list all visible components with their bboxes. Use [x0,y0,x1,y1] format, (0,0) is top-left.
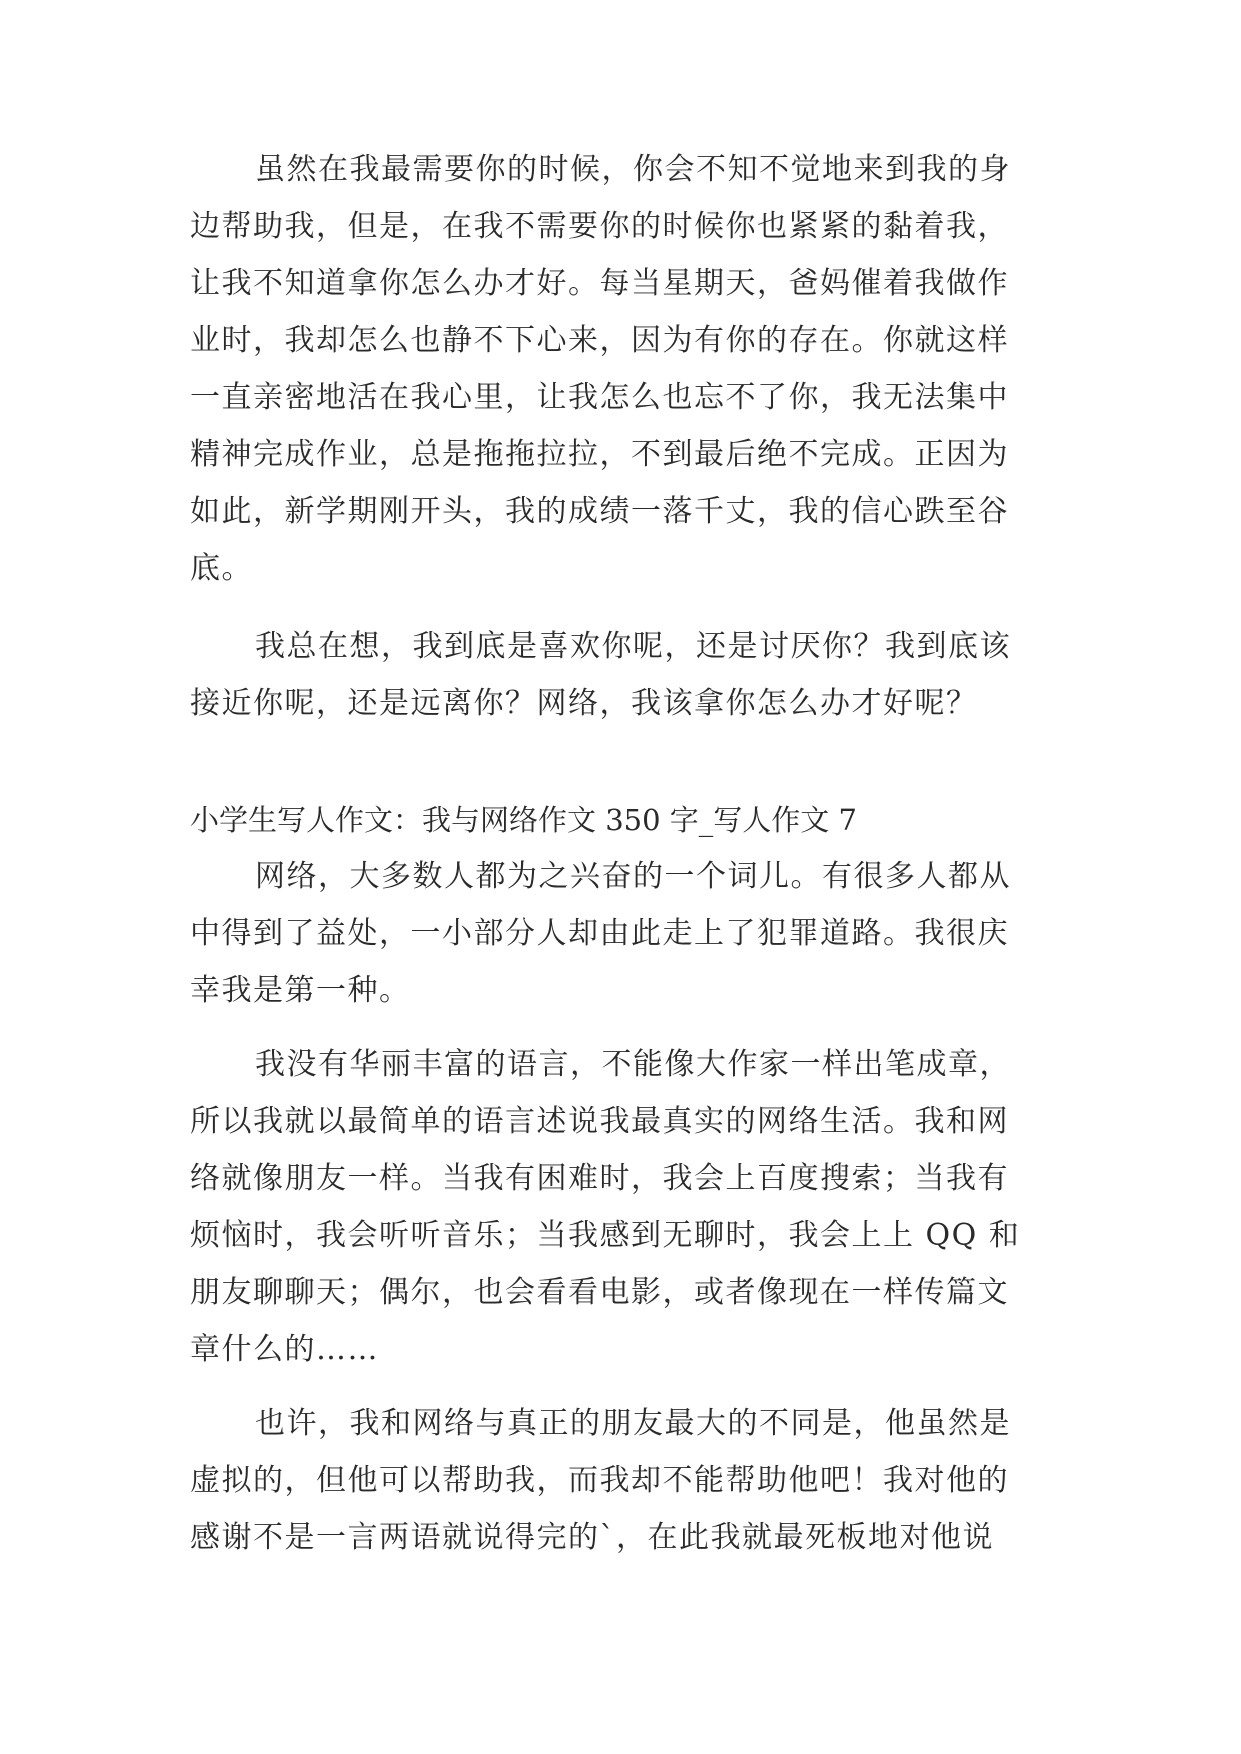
paragraph-1-line-2: 边帮助我，但是，在我不需要你的时候你也紧紧的黏着我， [190,209,1009,244]
paragraph-4-line-1: 我没有华丽丰富的语言，不能像大作家一样出笔成章， [255,1047,1011,1082]
paragraph-3-line-1: 网络，大多数人都为之兴奋的一个词儿。有很多人都从 [255,859,1011,894]
paragraph-1-line-1: 虽然在我最需要你的时候，你会不知不觉地来到我的身 [255,152,1011,187]
paragraph-4-line-2: 所以我就以最简单的语言述说我最真实的网络生活。我和网 [190,1104,1009,1139]
paragraph-3-line-2: 中得到了益处，一小部分人却由此走上了犯罪道路。我很庆 [190,916,1009,951]
paragraph-2-line-1: 我总在想，我到底是喜欢你呢，还是讨厌你？我到底该 [255,629,1011,664]
paragraph-1-line-5: 一直亲密地活在我心里，让我怎么也忘不了你，我无法集中 [190,380,1009,415]
paragraph-1-line-8: 底。 [190,551,253,586]
paragraph-2-line-2: 接近你呢，还是远离你？网络，我该拿你怎么办才好呢？ [190,686,978,721]
paragraph-4-line-3: 络就像朋友一样。当我有困难时，我会上百度搜索；当我有 [190,1161,1009,1196]
paragraph-5-line-1: 也许，我和网络与真正的朋友最大的不同是，他虽然是 [255,1406,1011,1441]
article-heading: 小学生写人作文：我与网络作文 350 字_写人作文 7 [190,803,857,837]
paragraph-4-line-4: 烦恼时，我会听听音乐；当我感到无聊时，我会上上 QQ 和 [190,1218,1021,1253]
paragraph-4-line-6: 章什么的…… [190,1332,379,1367]
paragraph-1-line-6: 精神完成作业，总是拖拖拉拉，不到最后绝不完成。正因为 [190,437,1009,472]
paragraph-3-line-3: 幸我是第一种。 [190,973,411,1008]
paragraph-1-line-4: 业时，我却怎么也静不下心来，因为有你的存在。你就这样 [190,323,1009,358]
paragraph-4-line-5: 朋友聊聊天；偶尔，也会看看电影，或者像现在一样传篇文 [190,1275,1009,1310]
paragraph-1-line-3: 让我不知道拿你怎么办才好。每当星期天，爸妈催着我做作 [190,266,1009,301]
paragraph-1-line-7: 如此，新学期刚开头，我的成绩一落千丈，我的信心跌至谷 [190,494,1009,529]
paragraph-5-line-3: 感谢不是一言两语就说得完的`，在此我就最死板地对他说 [190,1520,994,1555]
paragraph-5-line-2: 虚拟的，但他可以帮助我，而我却不能帮助他吧！我对他的 [190,1463,1009,1498]
